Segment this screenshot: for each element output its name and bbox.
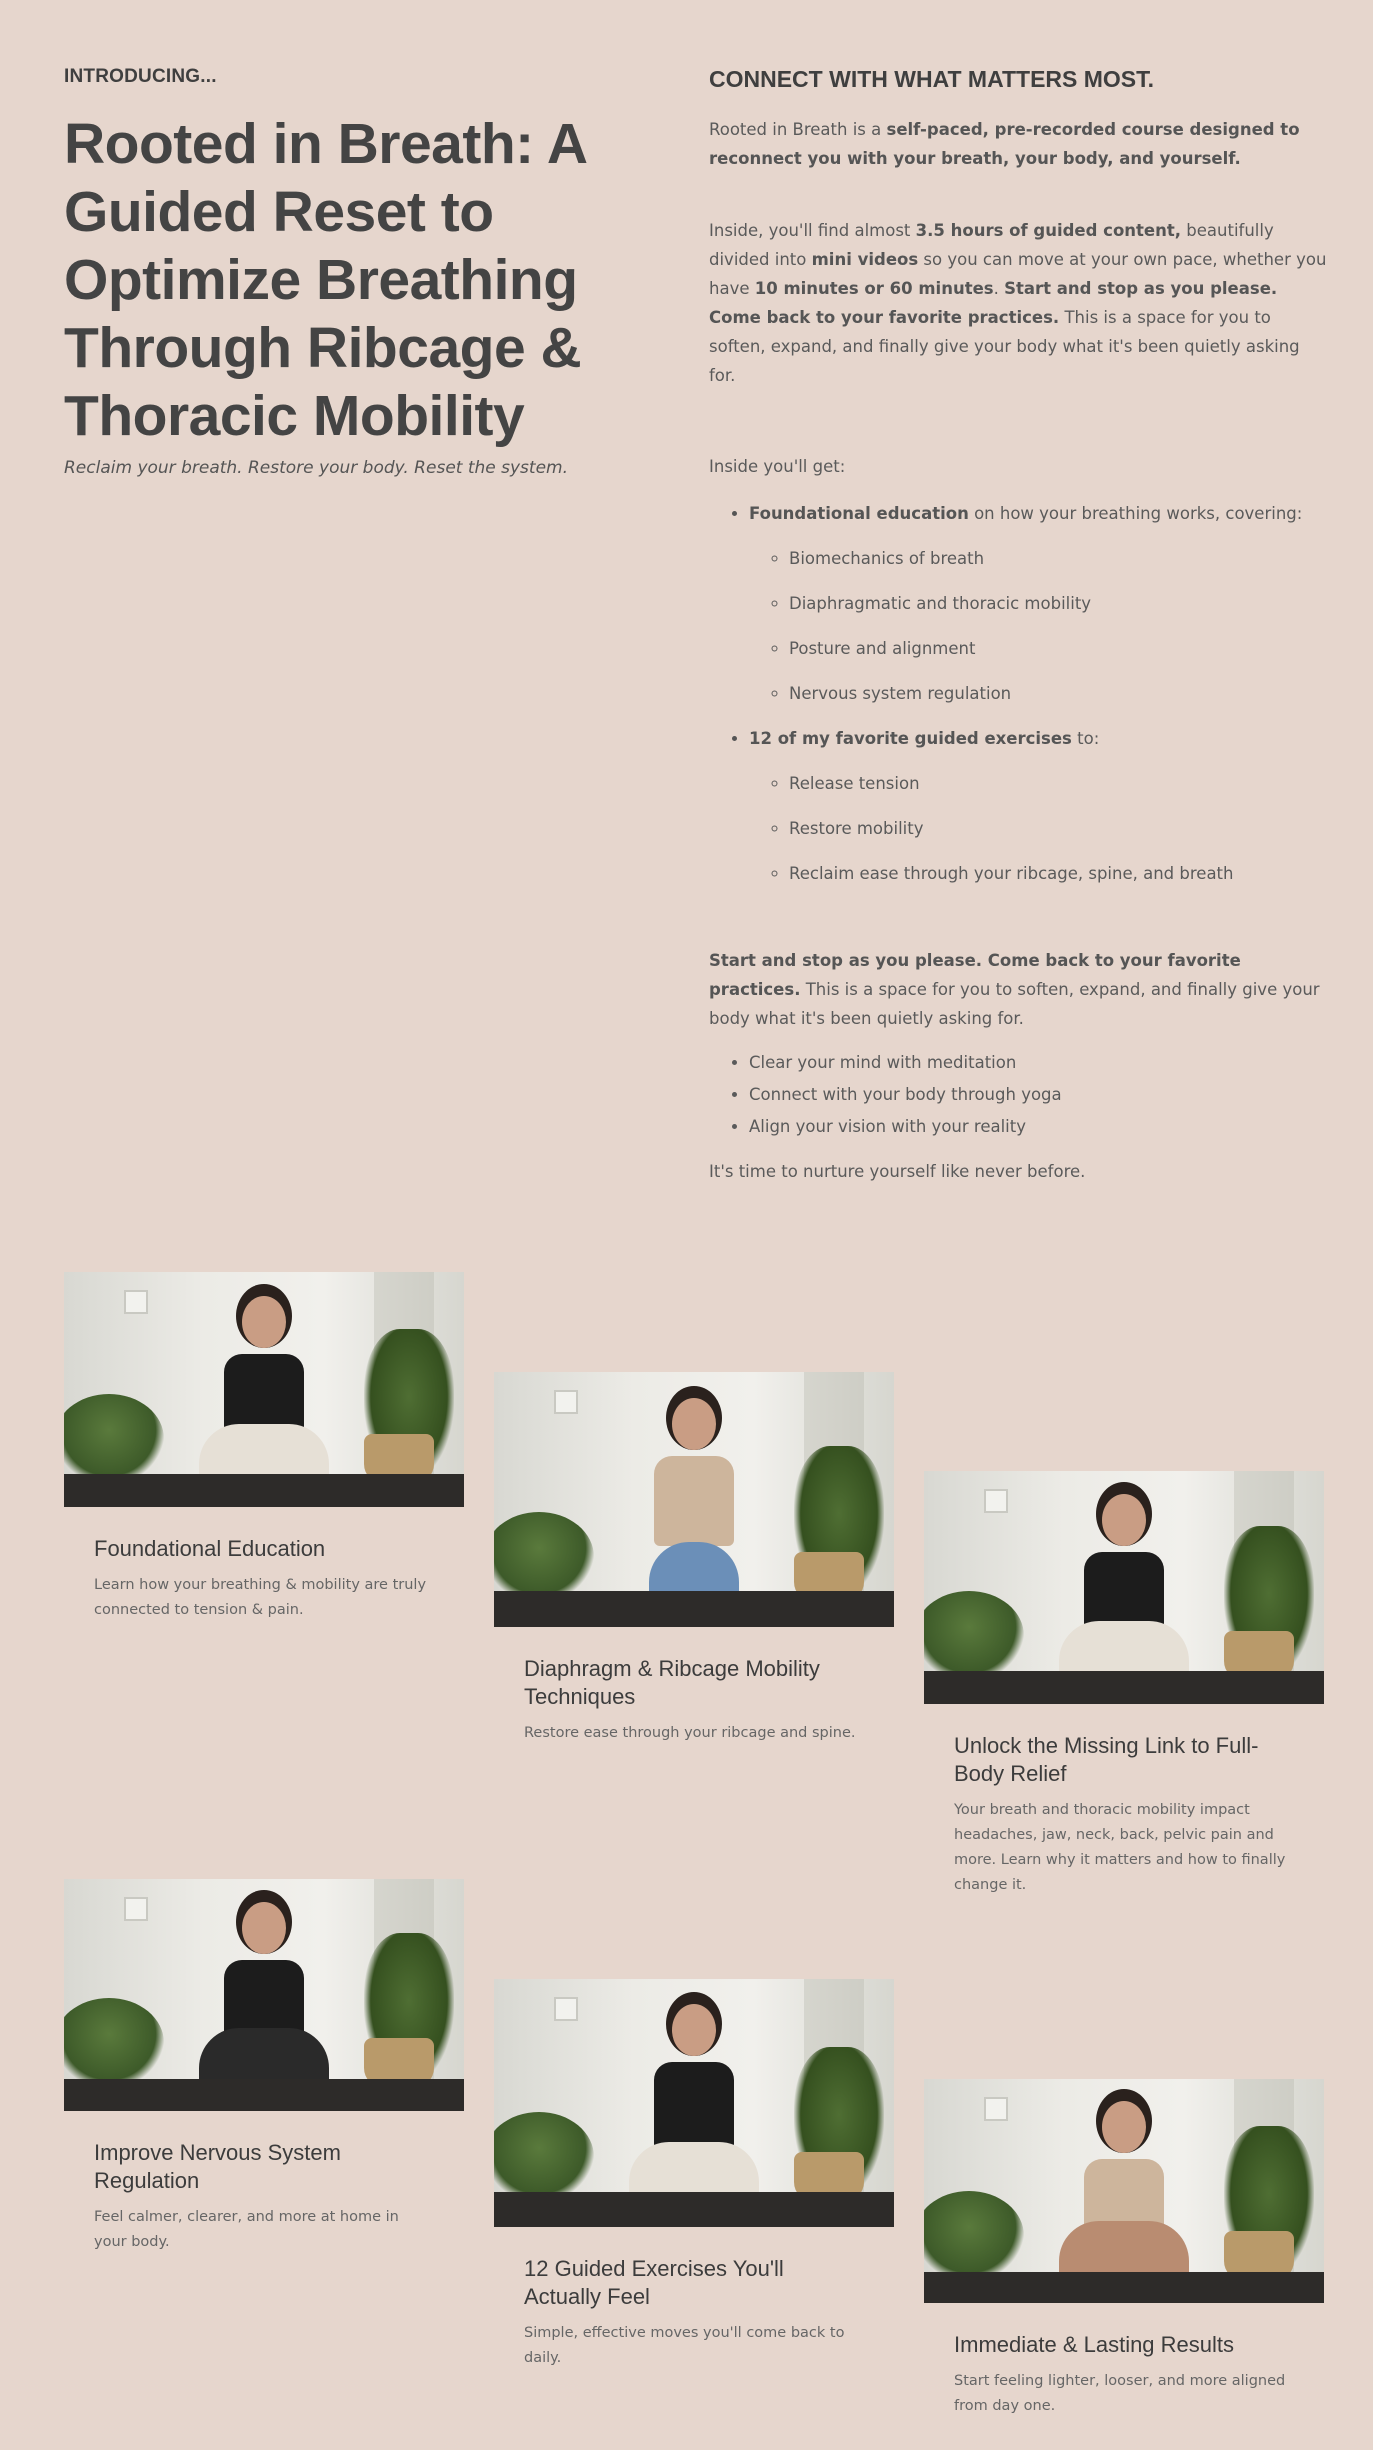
- feature-card: [494, 1979, 894, 2371]
- list-item: • Align your vision with your reality: [749, 1111, 1329, 1143]
- list-item: ◦ Diaphragmatic and thoracic mobility: [789, 589, 1329, 618]
- feature-card: [924, 1471, 1324, 1898]
- inside-get-label: Inside you'll get:: [709, 457, 846, 476]
- card-title: Foundational Education: [94, 1536, 326, 1561]
- card-title: 12 Guided Exercises You'll Actually Feel: [524, 2256, 784, 2309]
- card-text: Learn how your breathing & mobility are truly connected to tension & pain.: [94, 1577, 427, 1618]
- list-item: ◦ Biomechanics of breath: [789, 544, 1329, 573]
- course-description: [709, 66, 1329, 1186]
- card-text: Start feeling lighter, looser, and more aligned from day one.: [954, 2373, 1286, 2414]
- intro-paragraph: Rooted in Breath is a self-paced, pre-recorded course designed to reconnect you with your breath, your body, and yourself.: [709, 120, 1300, 168]
- list-item: • Clear your mind with meditation: [749, 1047, 1329, 1079]
- list-item: • Foundational education on how your breathing works, covering: ◦ Biomechanics of breath ◦ Diaphragmatic and thoracic mobility ◦ Posture and alignment ◦ Nervous system regulation: [749, 499, 1329, 708]
- card-text: Simple, effective moves you'll come back to daily.: [524, 2325, 845, 2366]
- card-title: Improve Nervous System Regulation: [94, 2140, 341, 2193]
- card-text: Feel calmer, clearer, and more at home in your body.: [94, 2209, 399, 2250]
- course-photo: [924, 1471, 1324, 1704]
- benefits-list: [709, 1047, 1329, 1143]
- feature-card: [494, 1372, 894, 1746]
- contents-list: [709, 499, 1329, 888]
- card-title: Diaphragm & Ribcage Mobility Techniques: [524, 1656, 820, 1709]
- course-photo: [64, 1272, 464, 1507]
- course-photo: [494, 1979, 894, 2227]
- eyebrow-label: INTRODUCING...: [64, 66, 217, 87]
- hero-title: Rooted in Breath: A Guided Reset to Optimize Breathing Through Ribcage & Thoracic Mobility: [64, 112, 586, 448]
- feature-card: [64, 1879, 464, 2255]
- course-photo: [494, 1372, 894, 1627]
- foundational-sublist: [749, 544, 1329, 708]
- card-text: Restore ease through your ribcage and spine.: [524, 1725, 856, 1741]
- section-heading: CONNECT WITH WHAT MATTERS MOST.: [709, 66, 1155, 92]
- card-title: Immediate & Lasting Results: [954, 2332, 1235, 2357]
- course-photo: [924, 2079, 1324, 2303]
- closing-line: It's time to nurture yourself like never before.: [709, 1162, 1086, 1181]
- list-item: • 12 of my favorite guided exercises to: ◦ Release tension ◦ Restore mobility ◦ Reclaim ease through your ribcage, spine, and breath: [749, 724, 1329, 888]
- list-item: ◦ Release tension: [789, 769, 1329, 798]
- list-item: • Connect with your body through yoga: [749, 1079, 1329, 1111]
- exercises-sublist: [749, 769, 1329, 888]
- list-item: ◦ Posture and alignment: [789, 634, 1329, 663]
- inside-paragraph: Inside, you'll find almost 3.5 hours of guided content, beautifully divided into mini videos so you can move at your own pace, whether you have 10 minutes or 60 minutes. Start and stop as you please. Come back to your favorite practices. This is a space for you to soften, expand, and finally give your body what it's been quietly asking for.: [709, 221, 1327, 385]
- feature-card: [64, 1272, 464, 1623]
- feature-card: [924, 2079, 1324, 2419]
- list-item: ◦ Restore mobility: [789, 814, 1329, 843]
- card-title: Unlock the Missing Link to Full-Body Relief: [954, 1733, 1259, 1786]
- card-text: Your breath and thoracic mobility impact headaches, jaw, neck, back, pelvic pain and more. Learn why it matters and how to finally change it.: [954, 1802, 1286, 1893]
- course-photo: [64, 1879, 464, 2111]
- hero-subtitle: Reclaim your breath. Restore your body. Reset the system.: [64, 458, 569, 478]
- list-item: ◦ Reclaim ease through your ribcage, spine, and breath: [789, 859, 1329, 888]
- start-paragraph: Start and stop as you please. Come back to your favorite practices. This is a space for you to soften, expand, and finally give your body what it's been quietly asking for.: [709, 951, 1320, 1028]
- list-item: ◦ Nervous system regulation: [789, 679, 1329, 708]
